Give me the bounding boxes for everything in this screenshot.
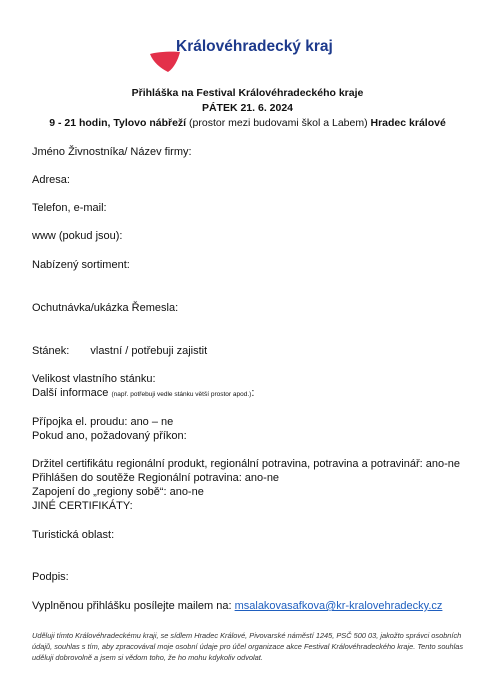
event-date: PÁTEK 21. 6. 2024	[201, 102, 294, 114]
field-signature: Podpis:	[32, 571, 69, 583]
field-stand-size: Velikost vlastního stánku:	[32, 373, 156, 385]
form-title: Přihláška na Festival Královéhradeckého kraje	[131, 87, 364, 99]
field-www: www (pokud jsou):	[32, 230, 123, 242]
field-name: Jméno Živnostníka/ Název firmy:	[32, 146, 192, 158]
send-text: Vyplněnou přihlášku posílejte mailem na:	[32, 600, 235, 612]
event-city: Hradec králové	[367, 117, 446, 129]
event-place-note: (prostor mezi budovami škol a Labem)	[189, 117, 368, 129]
kraj-logo	[148, 36, 368, 76]
stand-options: vlastní / potřebuji zajistit	[90, 345, 208, 357]
field-other-certs: JINÉ CERTIFIKÁTY:	[32, 500, 133, 512]
logo-text: Královéhradecký kraj	[176, 38, 333, 55]
stand-label: Stánek:	[32, 345, 70, 357]
field-stand	[32, 345, 207, 357]
field-power: Přípojka el. proudu: ano – ne	[32, 416, 174, 428]
field-certificate: Držitel certifikátu regionální produkt, regionální potravina, potravina a potravinář: ano-ne	[32, 458, 461, 470]
field-regions: Zapojení do „regiony sobě“: ano-ne	[32, 486, 204, 498]
field-phone-email: Telefon, e-mail:	[32, 202, 107, 214]
send-instructions	[32, 600, 442, 612]
field-assortment: Nabízený sortiment:	[32, 259, 130, 271]
field-competition: Přihlášen do soutěže Regionální potravina: ano-ne	[32, 472, 280, 484]
other-info-label: Další informace	[32, 387, 112, 399]
field-tasting: Ochutnávka/ukázka Řemesla:	[32, 302, 179, 314]
field-address: Adresa:	[32, 174, 70, 186]
field-other-info	[32, 387, 254, 399]
field-tourist-area: Turistická oblast:	[32, 529, 115, 541]
field-power-input: Pokud ano, požadovaný příkon:	[32, 430, 187, 442]
other-info-colon: :	[251, 387, 255, 399]
email-link[interactable]: msalakovasafkova@kr-kralovehradecky.cz	[234, 600, 443, 612]
consent-footer: Uděluji tímto Královéhradeckému kraji, se sídlem Hradec Králové, Pivovarské náměstí 1245, PSČ 500 03, jakožto správci osobních údajů, souhlas s tím, aby zpracovával moje osobní údaje pro účel organizace akce Festival Královéhradeckého kraje. Tento souhlas uděluji dobrovolně a jsem si vědom toho, že ho mohu kdykoliv odvolat.	[32, 631, 464, 662]
event-time-place: 9 - 21 hodin, Tylovo nábřeží	[49, 117, 190, 129]
event-place	[0, 117, 495, 129]
other-info-note: (např. potřebuji vedle stánku větší prostor apod.)	[111, 391, 252, 398]
